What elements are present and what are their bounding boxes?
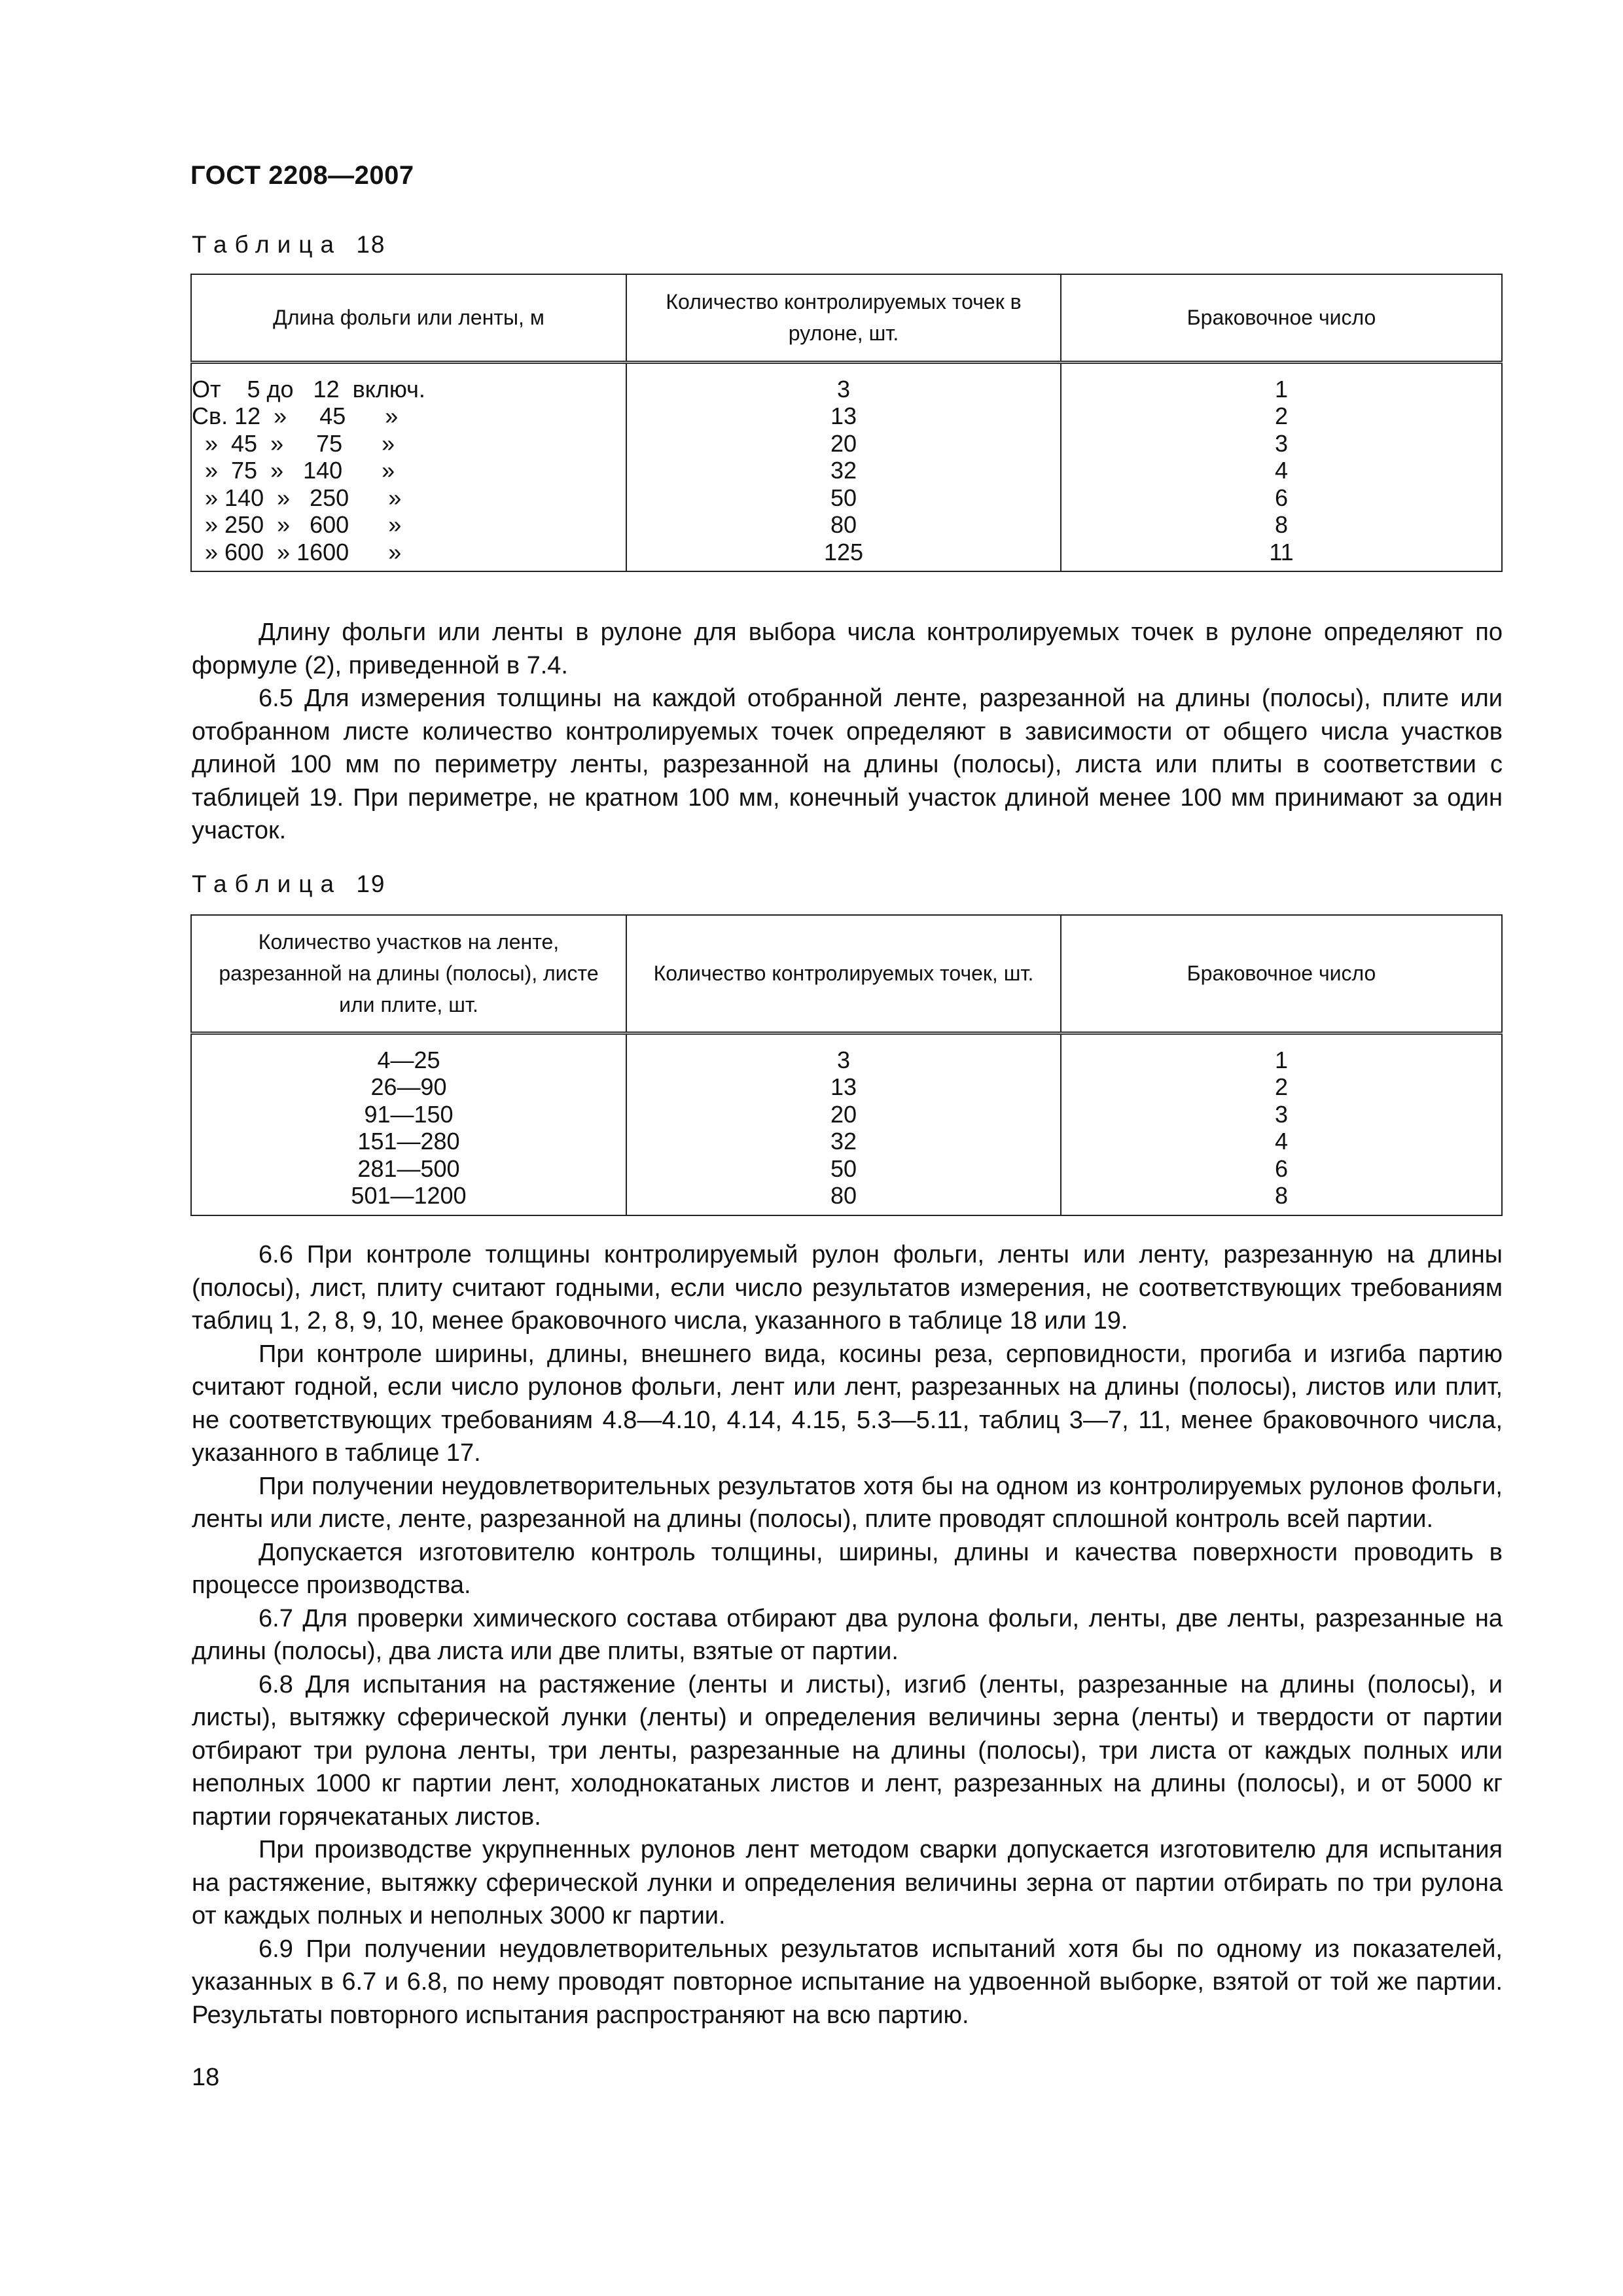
table-18-caption <box>192 231 386 259</box>
table-18-column-points <box>626 362 1061 571</box>
table-19-column-reject <box>1061 1033 1502 1215</box>
table-19-cell: 50 <box>830 1155 857 1182</box>
table-18-cell: 32 <box>830 457 857 484</box>
table-18-cell: » 75 » 140 » <box>192 457 395 484</box>
table-19-cell: 3 <box>1274 1100 1289 1128</box>
paragraph: При производстве укрупненных рулонов лент методом сварки допускается изготовителю для испытания на растяжение, вытяжку сферической лунки и определения величины зерна от партии отбирать по три рулона от каждых полных и неполных 3000 кг партии. <box>192 1836 1503 1929</box>
table-18-cell: 3 <box>1274 429 1289 457</box>
table-19-caption-word: Таблица <box>192 870 342 897</box>
table-19-cell: 32 <box>830 1128 857 1155</box>
table-18-cell: 1 <box>1274 375 1289 403</box>
table-18-cell: 2 <box>1274 403 1289 429</box>
paragraph: При получении неудовлетворительных результатов хотя бы на одном из контролируемых рулонов фольги, ленты или листе, ленте, разрезанной на длины (полосы), плите проводят сплошной контроль всей партии. <box>192 1472 1503 1533</box>
paragraph: 6.6 При контроле толщины контролируемый рулон фольги, ленты или ленту, разрезанную на длины (полосы), лист, плиту считают годными, если число результатов измерения, не соответствующих требованиям таблиц 1, 2, 8, 9, 10, менее браковочного числа, указанного в таблице 18 или 19. <box>192 1241 1503 1335</box>
table-18-cell: От 5 до 12 включ. <box>192 375 425 403</box>
paragraph: При контроле ширины, длины, внешнего вида, косины реза, серповидности, прогиба и изгиба партию считают годной, если число рулонов фольги, лент или лент, разрезанных на длины (полосы), листов или плит, не соответствующих требованиям 4.8—4.10, 4.14, 4.15, 5.3—5.11, таблиц 3—7, 11, менее браковочного числа, указанного в таблице 17. <box>192 1340 1503 1467</box>
table-19-cell: 26—90 <box>370 1073 447 1100</box>
table-18-cell: 4 <box>1274 457 1289 484</box>
table-18-cell: 13 <box>830 403 857 429</box>
table-19-cell: 151—280 <box>357 1128 460 1155</box>
table-19-caption-number: 19 <box>356 870 386 897</box>
table-18 <box>190 274 1503 572</box>
page-number: 18 <box>192 2064 220 2091</box>
table-18-cell: 50 <box>830 484 857 511</box>
table-19-cell: 8 <box>1274 1182 1289 1209</box>
table-18-cell: 20 <box>830 429 857 457</box>
table-19-column-points <box>626 1033 1061 1215</box>
table-19-cell: 501—1200 <box>351 1182 467 1209</box>
table-19-header-points: Количество контролируемых точек, шт. <box>626 915 1061 1033</box>
table-18-cell: 11 <box>1269 538 1294 565</box>
table-18-cell: 125 <box>823 538 864 565</box>
table-19-cell: 3 <box>836 1046 851 1073</box>
table-19-column-sections <box>191 1033 626 1215</box>
table-19-header-sections: Количество участков на ленте, разрезанной на длины (полосы), листе или плите, шт. <box>191 915 626 1033</box>
table-18-cell: 8 <box>1274 511 1289 538</box>
table-19-cell: 1 <box>1274 1046 1289 1073</box>
table-18-header-points: Количество контролируемых точек в рулоне, шт. <box>626 274 1061 362</box>
table-19-cell: 6 <box>1274 1155 1289 1182</box>
paragraph: 6.5 Для измерения толщины на каждой отобранной ленте, разрезанной на длины (полосы), плите или отобранном листе количество контролируемых точек определяют в зависимости от общего числа участков длиной 100 мм по периметру ленты, разрезанной на длины (полосы), листа или плиты в соответствии с таблицей 19. При периметре, не кратном 100 мм, конечный участок длиной менее 100 мм принимают за один участок. <box>192 685 1503 844</box>
paragraph: Допускается изготовителю контроль толщины, ширины, длины и качества поверхности проводить в процессе производства. <box>192 1538 1503 1599</box>
document-code: ГОСТ 2208—2007 <box>190 161 414 190</box>
body-section-b <box>192 1238 1503 2032</box>
table-19-header-reject: Браковочное число <box>1061 915 1502 1033</box>
table-19-cell: 2 <box>1274 1073 1289 1100</box>
table-18-header-reject: Браковочное число <box>1061 274 1502 362</box>
table-18-cell: 6 <box>1274 484 1289 511</box>
table-19-cell: 91—150 <box>364 1100 454 1128</box>
table-19-cell: 13 <box>830 1073 857 1100</box>
table-18-cell: » 600 » 1600 » <box>192 538 402 565</box>
table-19-cell: 80 <box>830 1182 857 1209</box>
table-18-column-length <box>191 362 626 571</box>
table-19 <box>190 914 1503 1216</box>
paragraph: Длину фольги или ленты в рулоне для выбора числа контролируемых точек в рулоне определяют по формуле (2), приведенной в 7.4. <box>192 619 1503 679</box>
paragraph: 6.9 При получении неудовлетворительных результатов испытаний хотя бы по одному из показателей, указанных в 6.7 и 6.8, по нему проводят повторное испытание на удвоенной выборке, взятой от той же партии. Результаты повторного испытания распространяют на всю партию. <box>192 1935 1503 2029</box>
table-19-caption <box>192 870 386 898</box>
table-18-cell: » 250 » 600 » <box>192 511 402 538</box>
table-19-cell: 281—500 <box>357 1155 460 1182</box>
table-19-cell: 20 <box>830 1100 857 1128</box>
table-18-header-length: Длина фольги или ленты, м <box>191 274 626 362</box>
table-18-cell: Св. 12 » 45 » <box>192 403 399 429</box>
table-18-column-reject <box>1061 362 1502 571</box>
table-19-cell: 4—25 <box>377 1046 440 1073</box>
paragraph: 6.8 Для испытания на растяжение (ленты и листы), изгиб (ленты, разрезанные на длины (полосы), и листы), вытяжку сферической лунки (ленты) и определения величины зерна (ленты) и твердости от партии отбирают три рулона ленты, три ленты, разрезанные на длины (полосы), три листа от каждых полных или неполных 1000 кг партии лент, холоднокатаных листов и лент, разрезанных на длины (полосы), и от 5000 кг партии горячекатаных листов. <box>192 1670 1503 1831</box>
table-18-cell: » 45 » 75 » <box>192 429 395 457</box>
table-18-cell: 3 <box>836 375 851 403</box>
body-section-a <box>192 616 1503 848</box>
table-19-body <box>191 1033 1502 1215</box>
table-19-cell: 4 <box>1274 1128 1289 1155</box>
table-18-caption-word: Таблица <box>192 231 342 258</box>
table-18-cell: 80 <box>830 511 857 538</box>
paragraph: 6.7 Для проверки химического состава отбирают два рулона фольги, ленты, две ленты, разрезанные на длины (полосы), два листа или две плиты, взятые от партии. <box>192 1604 1503 1665</box>
table-18-caption-number: 18 <box>356 231 386 258</box>
table-18-cell: » 140 » 250 » <box>192 484 402 511</box>
table-18-body <box>191 362 1502 571</box>
